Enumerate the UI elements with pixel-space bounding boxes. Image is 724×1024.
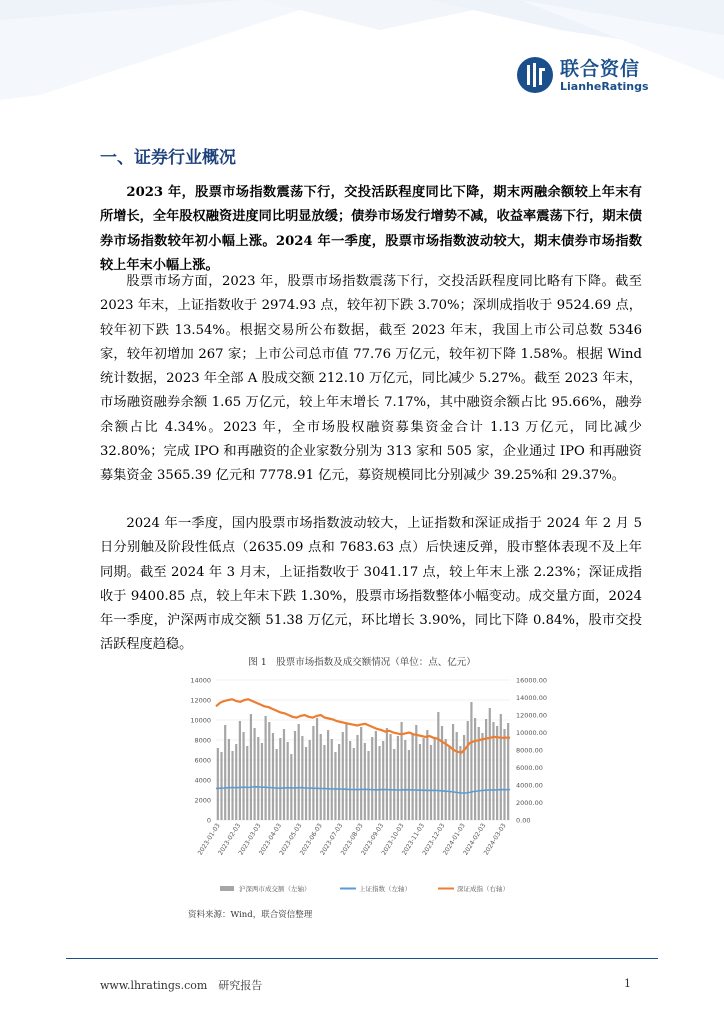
- turnover-bar: [437, 712, 439, 820]
- turnover-bar: [367, 751, 369, 820]
- x-tick-label: 2023-01-03: [196, 822, 222, 857]
- left-tick-label: 8000: [194, 736, 211, 745]
- turnover-bar: [459, 746, 461, 820]
- turnover-bar: [503, 729, 505, 820]
- turnover-bar: [389, 734, 391, 820]
- turnover-bar: [500, 714, 502, 820]
- turnover-bar: [305, 747, 307, 820]
- turnover-bar: [320, 734, 322, 820]
- x-tick-label: 2023-06-03: [298, 822, 324, 857]
- turnover-bar: [474, 718, 476, 820]
- left-tick-label: 2000: [194, 796, 211, 805]
- turnover-bar: [261, 743, 263, 820]
- turnover-bar: [327, 730, 329, 820]
- x-tick-label: 2023-11-03: [400, 822, 426, 857]
- x-tick-label: 2023-07-03: [319, 822, 345, 857]
- turnover-bar: [272, 733, 274, 820]
- right-tick-label: 8000.00: [516, 746, 543, 755]
- turnover-bar: [231, 751, 233, 820]
- turnover-bar: [265, 716, 267, 820]
- company-logo: [516, 54, 649, 98]
- turnover-bar: [419, 744, 421, 820]
- shenzhen-index-line: [216, 699, 510, 752]
- turnover-bar: [378, 746, 380, 820]
- legend-label: 深证成指（右轴）: [457, 885, 509, 893]
- turnover-bar: [268, 722, 270, 820]
- right-tick-label: 0.00: [516, 816, 531, 825]
- turnover-bar: [415, 725, 417, 820]
- turnover-bar: [470, 702, 472, 820]
- turnover-bar: [412, 733, 414, 820]
- turnover-bar: [375, 731, 377, 820]
- index-lines: [216, 699, 510, 793]
- turnover-bar: [287, 742, 289, 820]
- turnover-bar: [360, 727, 362, 820]
- x-tick-label: 2023-12-03: [421, 822, 447, 857]
- turnover-bar: [250, 714, 252, 820]
- left-tick-label: 14000: [190, 676, 211, 685]
- x-tick-label: 2023-02-03: [217, 822, 243, 857]
- turnover-bar: [242, 732, 244, 820]
- turnover-bar: [434, 737, 436, 820]
- turnover-bar: [364, 743, 366, 820]
- left-tick-label: 6000: [194, 756, 211, 765]
- summary-paragraph: 2023 年，股票市场指数震荡下行，交投活跃程度同比下降，期末两融余额较上年末有所增长，全年股权融资进度同比明显放缓；债券市场发行增势不减，收益率震荡下行，期末债券市场指数较年初小幅上涨。2024 年一季度，股票市场指数波动较大，期末债券市场指数较上年末小幅上涨。: [100, 185, 642, 273]
- left-tick-label: 0: [206, 816, 211, 825]
- left-tick-label: 10000: [190, 716, 211, 725]
- turnover-bar: [467, 721, 469, 820]
- figure-source: 资料来源：Wind，联合资信整理: [188, 910, 313, 920]
- turnover-bar: [382, 741, 384, 820]
- x-tick-label: 2024-03-03: [482, 822, 508, 857]
- turnover-bar: [235, 744, 237, 820]
- right-tick-label: 2000.00: [516, 799, 543, 807]
- turnover-bar: [496, 726, 498, 820]
- turnover-bar: [338, 744, 340, 820]
- turnover-bar: [423, 738, 425, 820]
- turnover-bar: [400, 722, 402, 820]
- turnover-bar: [323, 745, 325, 820]
- turnover-bar: [426, 730, 428, 820]
- turnover-bar: [257, 737, 259, 820]
- turnover-bar: [298, 724, 300, 820]
- turnover-bar: [246, 746, 248, 820]
- turnover-bar: [345, 723, 347, 820]
- turnover-bar: [309, 740, 311, 820]
- turnover-bar: [312, 726, 314, 820]
- turnover-bar: [448, 747, 450, 820]
- section-title: 一、证券行业概况: [100, 148, 236, 168]
- turnover-bar: [371, 737, 373, 820]
- left-tick-label: 4000: [194, 776, 211, 785]
- x-axis-ticks: [197, 822, 508, 856]
- right-tick-label: 10000.00: [516, 729, 548, 737]
- turnover-bar: [397, 736, 399, 820]
- turnover-bar: [430, 745, 432, 820]
- turnover-bar: [404, 740, 406, 820]
- q1-2024-paragraph: 2024 年一季度，国内股票市场指数波动较大，上证指数和深证成指于 2024 年 2 月 5 日分别触及阶段性低点（2635.09 点和 7683.63 点）后快速反弹，股市整体表现不及上年同期。截至 2024 年 3 月末，上证指数收于 3041.17 点，较上年末上涨 2.23%；深证成指收于 9400.85 点，较上年末下跌 1.30%，股票市场指数整体小幅变动。成交量方面，2024 年一季度，沪深两市成交额 51.38 万亿元，环比增长 3.90%，同比下降 0.84%，股市交投活跃程度趋稳。: [100, 516, 642, 653]
- turnover-bar: [220, 752, 222, 820]
- x-tick-label: 2023-10-03: [380, 822, 406, 857]
- right-tick-label: 6000.00: [516, 764, 543, 772]
- turnover-bar: [393, 749, 395, 820]
- turnover-bar: [283, 729, 285, 820]
- turnover-bar: [408, 750, 410, 820]
- chart-gridlines: [216, 680, 510, 820]
- footer-divider: [66, 958, 658, 959]
- lianhe-logo-icon: [516, 56, 554, 94]
- right-tick-label: 14000.00: [516, 694, 548, 702]
- x-tick-label: 2024-02-03: [462, 822, 488, 857]
- right-tick-label: 4000.00: [516, 781, 543, 790]
- turnover-bar: [276, 749, 278, 820]
- right-tick-label: 16000.00: [516, 676, 548, 685]
- logo-english-text: LianheRatings: [560, 80, 649, 93]
- right-axis-ticks: [516, 677, 547, 825]
- figure-caption: 图 1 股票市场指数及成交额情况（单位：点、亿元）: [248, 657, 476, 668]
- turnover-bar: [294, 731, 296, 820]
- turnover-bar: [253, 728, 255, 820]
- page-number: 1: [624, 977, 631, 990]
- turnover-bar: [228, 739, 230, 820]
- x-tick-label: 2023-05-03: [278, 822, 304, 857]
- x-tick-label: 2023-09-03: [360, 822, 386, 857]
- turnover-bar: [331, 739, 333, 820]
- stock-market-chart: [168, 670, 568, 905]
- turnover-bar: [224, 725, 226, 820]
- legend-label: 上证指数（左轴）: [359, 885, 411, 893]
- x-tick-label: 2024-01-03: [441, 822, 467, 857]
- turnover-bar: [489, 708, 491, 820]
- turnover-bar: [239, 721, 241, 820]
- turnover-bar: [481, 733, 483, 820]
- turnover-bar: [217, 748, 219, 820]
- turnover-bar: [485, 719, 487, 820]
- turnover-bar: [342, 732, 344, 820]
- x-tick-label: 2023-04-03: [257, 822, 283, 857]
- right-tick-label: 12000.00: [516, 711, 548, 720]
- turnover-bar: [452, 724, 454, 820]
- stock-market-paragraph: 股票市场方面，2023 年，股票市场指数震荡下行，交投活跃程度同比略有下降。截至 2023 年末，上证指数收于 2974.93 点，较年初下跌 3.70%；深圳成指收于 9524.69 点，较年初下跌 13.54%。根据交易所公布数据，截至 2023 年末，我国上市公司总数 5346 家，较年初增加 267 家；上市公司总市值 77.76 万亿元，较年初下降 1.58%。根据 Wind 统计数据，2023 年全部 A 股成交额 212.10 万亿元，同比减少 5.27%。截至 2023 年末，市场融资融券余额 1.65 万亿元，较上年末增长 7.17%，其中融资余额占比 95.66%，融券余额占比 4.34%。2023 年，全市场股权融资募集资金合计 1.13 万亿元，同比减少 32.80%；完成 IPO 和再融资的企业家数分别为 313 家和 505 家，企业通过 IPO 和再融资募集资金 3565.39 亿元和 7778.91 亿元，募资规模同比分别减少 39.25%和 29.37%。: [100, 274, 642, 484]
- legend-label: 沪深两市成交额（左轴）: [239, 885, 311, 893]
- logo-chinese-text: 联合资信: [560, 58, 641, 80]
- turnover-bar: [279, 738, 281, 820]
- x-tick-label: 2023-08-03: [339, 822, 365, 857]
- left-tick-label: 12000: [190, 696, 211, 705]
- turnover-bar: [356, 735, 358, 820]
- turnover-bar: [290, 754, 292, 820]
- turnover-bar: [386, 728, 388, 820]
- legend-swatch: [220, 886, 234, 891]
- turnover-bar: [349, 741, 351, 820]
- left-axis-ticks: [190, 677, 211, 825]
- turnover-bar: [445, 739, 447, 820]
- shanghai-index-line: [216, 787, 510, 793]
- footer-url: www.lhratings.com 研究报告: [100, 979, 263, 992]
- turnover-bar: [456, 732, 458, 820]
- chart-legend: [220, 884, 509, 893]
- turnover-bar: [334, 752, 336, 820]
- turnover-bar: [353, 748, 355, 820]
- x-tick-label: 2023-03-03: [237, 822, 263, 857]
- turnover-bar: [316, 718, 318, 820]
- turnover-bar: [301, 736, 303, 820]
